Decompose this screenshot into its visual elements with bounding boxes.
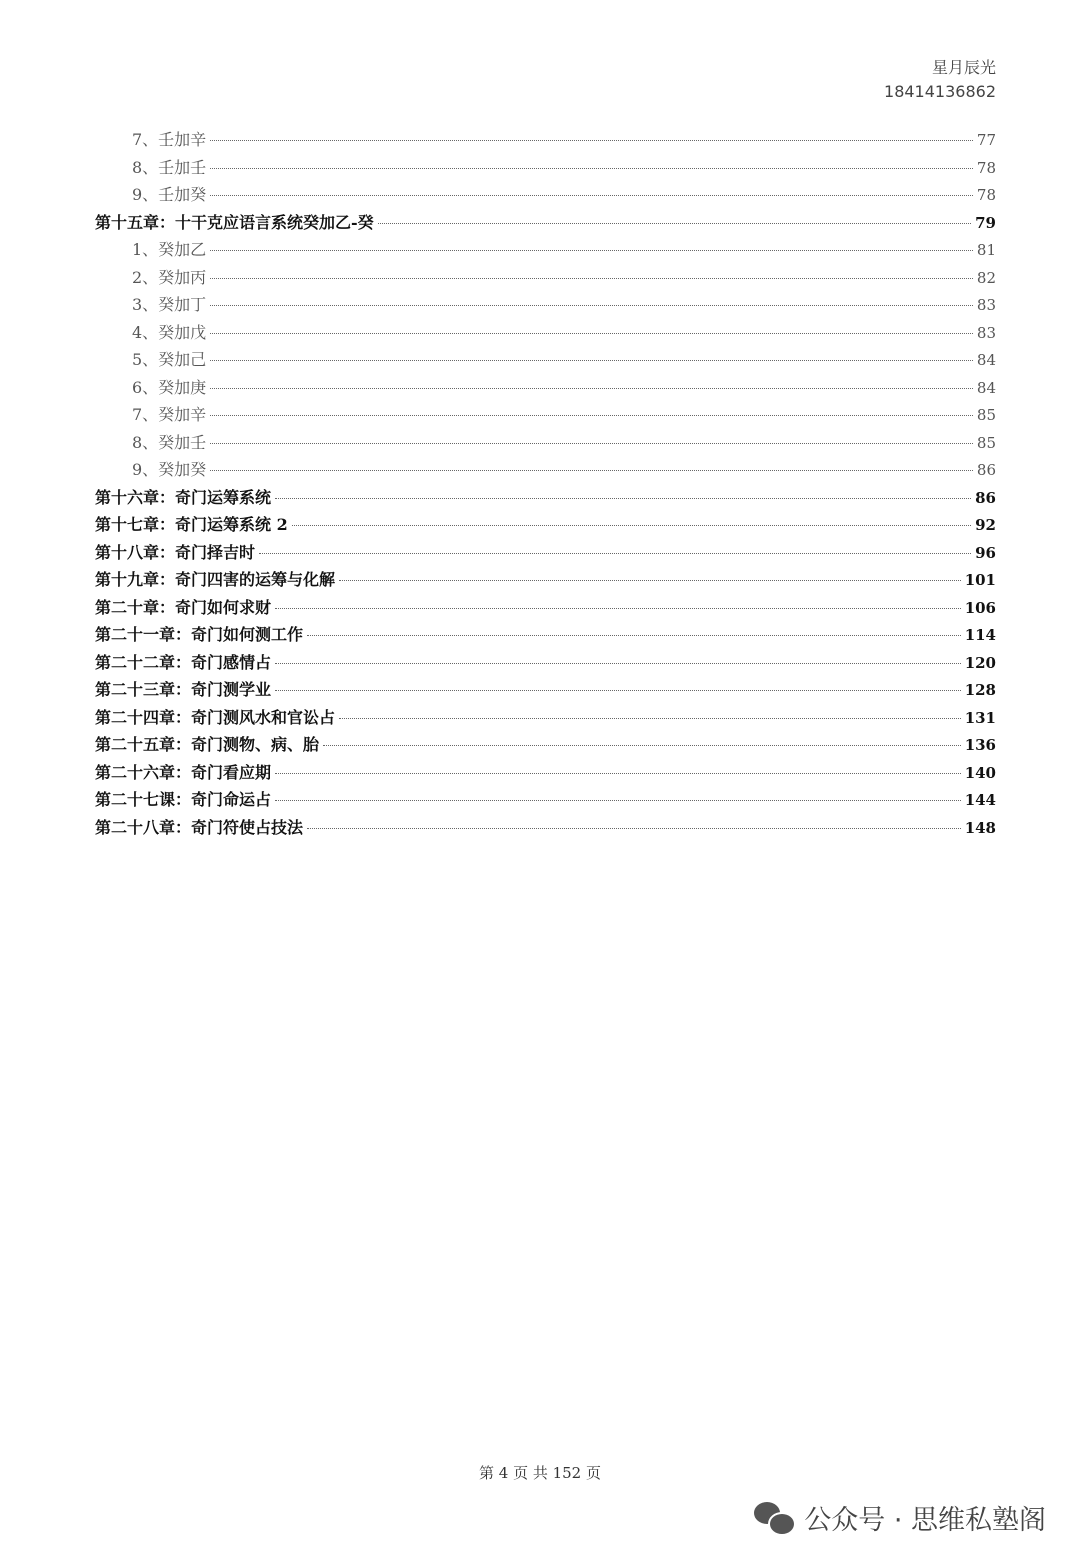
wechat-brand-watermark — [754, 1498, 1046, 1537]
toc-entry-title: 第十五章：十干克应语言系统癸加乙-癸 — [95, 212, 374, 232]
toc-entry-page: 86 — [975, 488, 996, 507]
toc-entry-page: 92 — [975, 516, 996, 534]
toc-dot-leader — [210, 333, 973, 334]
toc-chapter-entry — [95, 594, 996, 622]
toc-chapter-entry — [95, 511, 996, 539]
toc-sub-entry — [95, 401, 996, 429]
toc-entry-page: 144 — [964, 791, 996, 809]
toc-dot-leader — [339, 718, 961, 719]
toc-entry-title: 9、癸加癸 — [132, 460, 207, 479]
toc-dot-leader — [210, 388, 973, 389]
toc-chapter-entry — [95, 676, 996, 704]
toc-chapter-entry — [95, 621, 996, 649]
table-of-contents — [95, 126, 996, 841]
wechat-brand-text: 公众号 · 思维私塾阁 — [804, 1505, 1046, 1536]
toc-entry-page: 128 — [964, 681, 996, 699]
wechat-icon — [754, 1502, 794, 1534]
toc-dot-leader — [275, 608, 961, 609]
toc-chapter-entry — [95, 704, 996, 732]
toc-entry-title: 第二十四章：奇门测风水和官讼占 — [95, 707, 336, 727]
toc-entry-title: 第二十三章：奇门测学业 — [95, 680, 272, 699]
toc-dot-leader — [275, 498, 971, 499]
toc-dot-leader — [210, 470, 973, 471]
toc-dot-leader — [210, 278, 973, 279]
toc-entry-page: 96 — [975, 543, 996, 562]
toc-entry-title: 第十七章：奇门运筹系统 2 — [95, 515, 288, 534]
toc-entry-title: 第二十八章：奇门符使占技法 — [95, 817, 304, 837]
toc-entry-title: 4、癸加戊 — [132, 322, 207, 342]
page-footer: 第 4 页 共 152 页 — [478, 1464, 601, 1482]
toc-dot-leader — [210, 443, 973, 444]
toc-entry-title: 第二十七课：奇门命运占 — [95, 790, 272, 809]
header-phone: 18414136862 — [884, 82, 996, 101]
toc-chapter-entry — [95, 731, 996, 759]
toc-entry-page: 148 — [964, 818, 996, 837]
toc-dot-leader — [307, 828, 961, 829]
toc-dot-leader — [259, 553, 971, 554]
toc-dot-leader — [210, 140, 973, 141]
toc-dot-leader — [275, 773, 961, 774]
toc-sub-entry — [95, 374, 996, 402]
toc-chapter-entry — [95, 759, 996, 787]
toc-dot-leader — [210, 415, 973, 416]
toc-dot-leader — [210, 250, 973, 251]
toc-chapter-entry — [95, 649, 996, 677]
toc-chapter-entry — [95, 539, 996, 567]
toc-chapter-entry — [95, 209, 996, 237]
toc-entry-page: 140 — [964, 763, 996, 782]
toc-entry-page: 86 — [976, 461, 996, 479]
toc-sub-entry — [95, 429, 996, 457]
toc-sub-entry — [95, 181, 996, 209]
toc-entry-title: 第二十一章：奇门如何测工作 — [95, 625, 304, 644]
toc-dot-leader — [275, 690, 961, 691]
toc-entry-page: 85 — [976, 433, 996, 452]
toc-entry-page: 85 — [976, 406, 996, 424]
toc-sub-entry — [95, 264, 996, 292]
toc-entry-title: 第十六章：奇门运筹系统 — [95, 487, 272, 507]
toc-entry-title: 第二十五章：奇门测物、病、胎 — [95, 735, 320, 754]
toc-entry-page: 79 — [975, 213, 996, 232]
toc-entry-page: 106 — [964, 598, 996, 617]
toc-dot-leader — [378, 223, 971, 224]
toc-entry-page: 101 — [964, 571, 996, 589]
toc-entry-page: 81 — [976, 241, 996, 259]
toc-sub-entry — [95, 126, 996, 154]
toc-entry-page: 114 — [964, 626, 996, 644]
toc-chapter-entry — [95, 786, 996, 814]
toc-entry-title: 第二十六章：奇门看应期 — [95, 762, 272, 782]
toc-dot-leader — [210, 360, 973, 361]
toc-entry-title: 3、癸加丁 — [132, 295, 207, 314]
toc-entry-title: 7、壬加辛 — [132, 130, 207, 149]
toc-entry-page: 78 — [976, 186, 996, 204]
toc-dot-leader — [210, 305, 973, 306]
toc-entry-title: 9、壬加癸 — [132, 185, 207, 204]
toc-chapter-entry — [95, 484, 996, 512]
toc-entry-page: 120 — [964, 653, 996, 672]
toc-entry-title: 第二十章：奇门如何求财 — [95, 597, 272, 617]
toc-sub-entry — [95, 154, 996, 182]
toc-entry-page: 82 — [976, 268, 996, 287]
toc-entry-title: 6、癸加庚 — [132, 377, 207, 397]
toc-entry-title: 1、癸加乙 — [132, 240, 207, 259]
toc-dot-leader — [339, 580, 961, 581]
toc-entry-page: 83 — [976, 296, 996, 314]
toc-dot-leader — [210, 168, 973, 169]
toc-entry-title: 第十八章：奇门择吉时 — [95, 542, 256, 562]
header-author: 星月辰光 — [931, 58, 996, 77]
toc-entry-title: 第二十二章：奇门感情占 — [95, 652, 272, 672]
toc-dot-leader — [275, 663, 961, 664]
toc-entry-page: 84 — [976, 378, 996, 397]
toc-entry-page: 131 — [964, 708, 996, 727]
toc-sub-entry — [95, 319, 996, 347]
toc-sub-entry — [95, 236, 996, 264]
toc-entry-page: 77 — [976, 131, 996, 149]
toc-sub-entry — [95, 346, 996, 374]
toc-entry-title: 7、癸加辛 — [132, 405, 207, 424]
toc-chapter-entry — [95, 814, 996, 842]
toc-entry-page: 78 — [976, 158, 996, 177]
page-header — [884, 56, 996, 104]
toc-entry-title: 8、癸加壬 — [132, 432, 207, 452]
toc-entry-title: 5、癸加己 — [132, 350, 207, 369]
toc-dot-leader — [307, 635, 961, 636]
toc-entry-title: 8、壬加壬 — [132, 157, 207, 177]
toc-entry-title: 第十九章：奇门四害的运筹与化解 — [95, 570, 336, 589]
toc-entry-title: 2、癸加丙 — [132, 267, 207, 287]
toc-dot-leader — [210, 195, 973, 196]
toc-chapter-entry — [95, 566, 996, 594]
toc-dot-leader — [292, 525, 971, 526]
toc-entry-page: 136 — [964, 736, 996, 754]
toc-entry-page: 84 — [976, 351, 996, 369]
toc-entry-page: 83 — [976, 323, 996, 342]
toc-dot-leader — [323, 745, 961, 746]
toc-sub-entry — [95, 456, 996, 484]
toc-sub-entry — [95, 291, 996, 319]
toc-dot-leader — [275, 800, 961, 801]
